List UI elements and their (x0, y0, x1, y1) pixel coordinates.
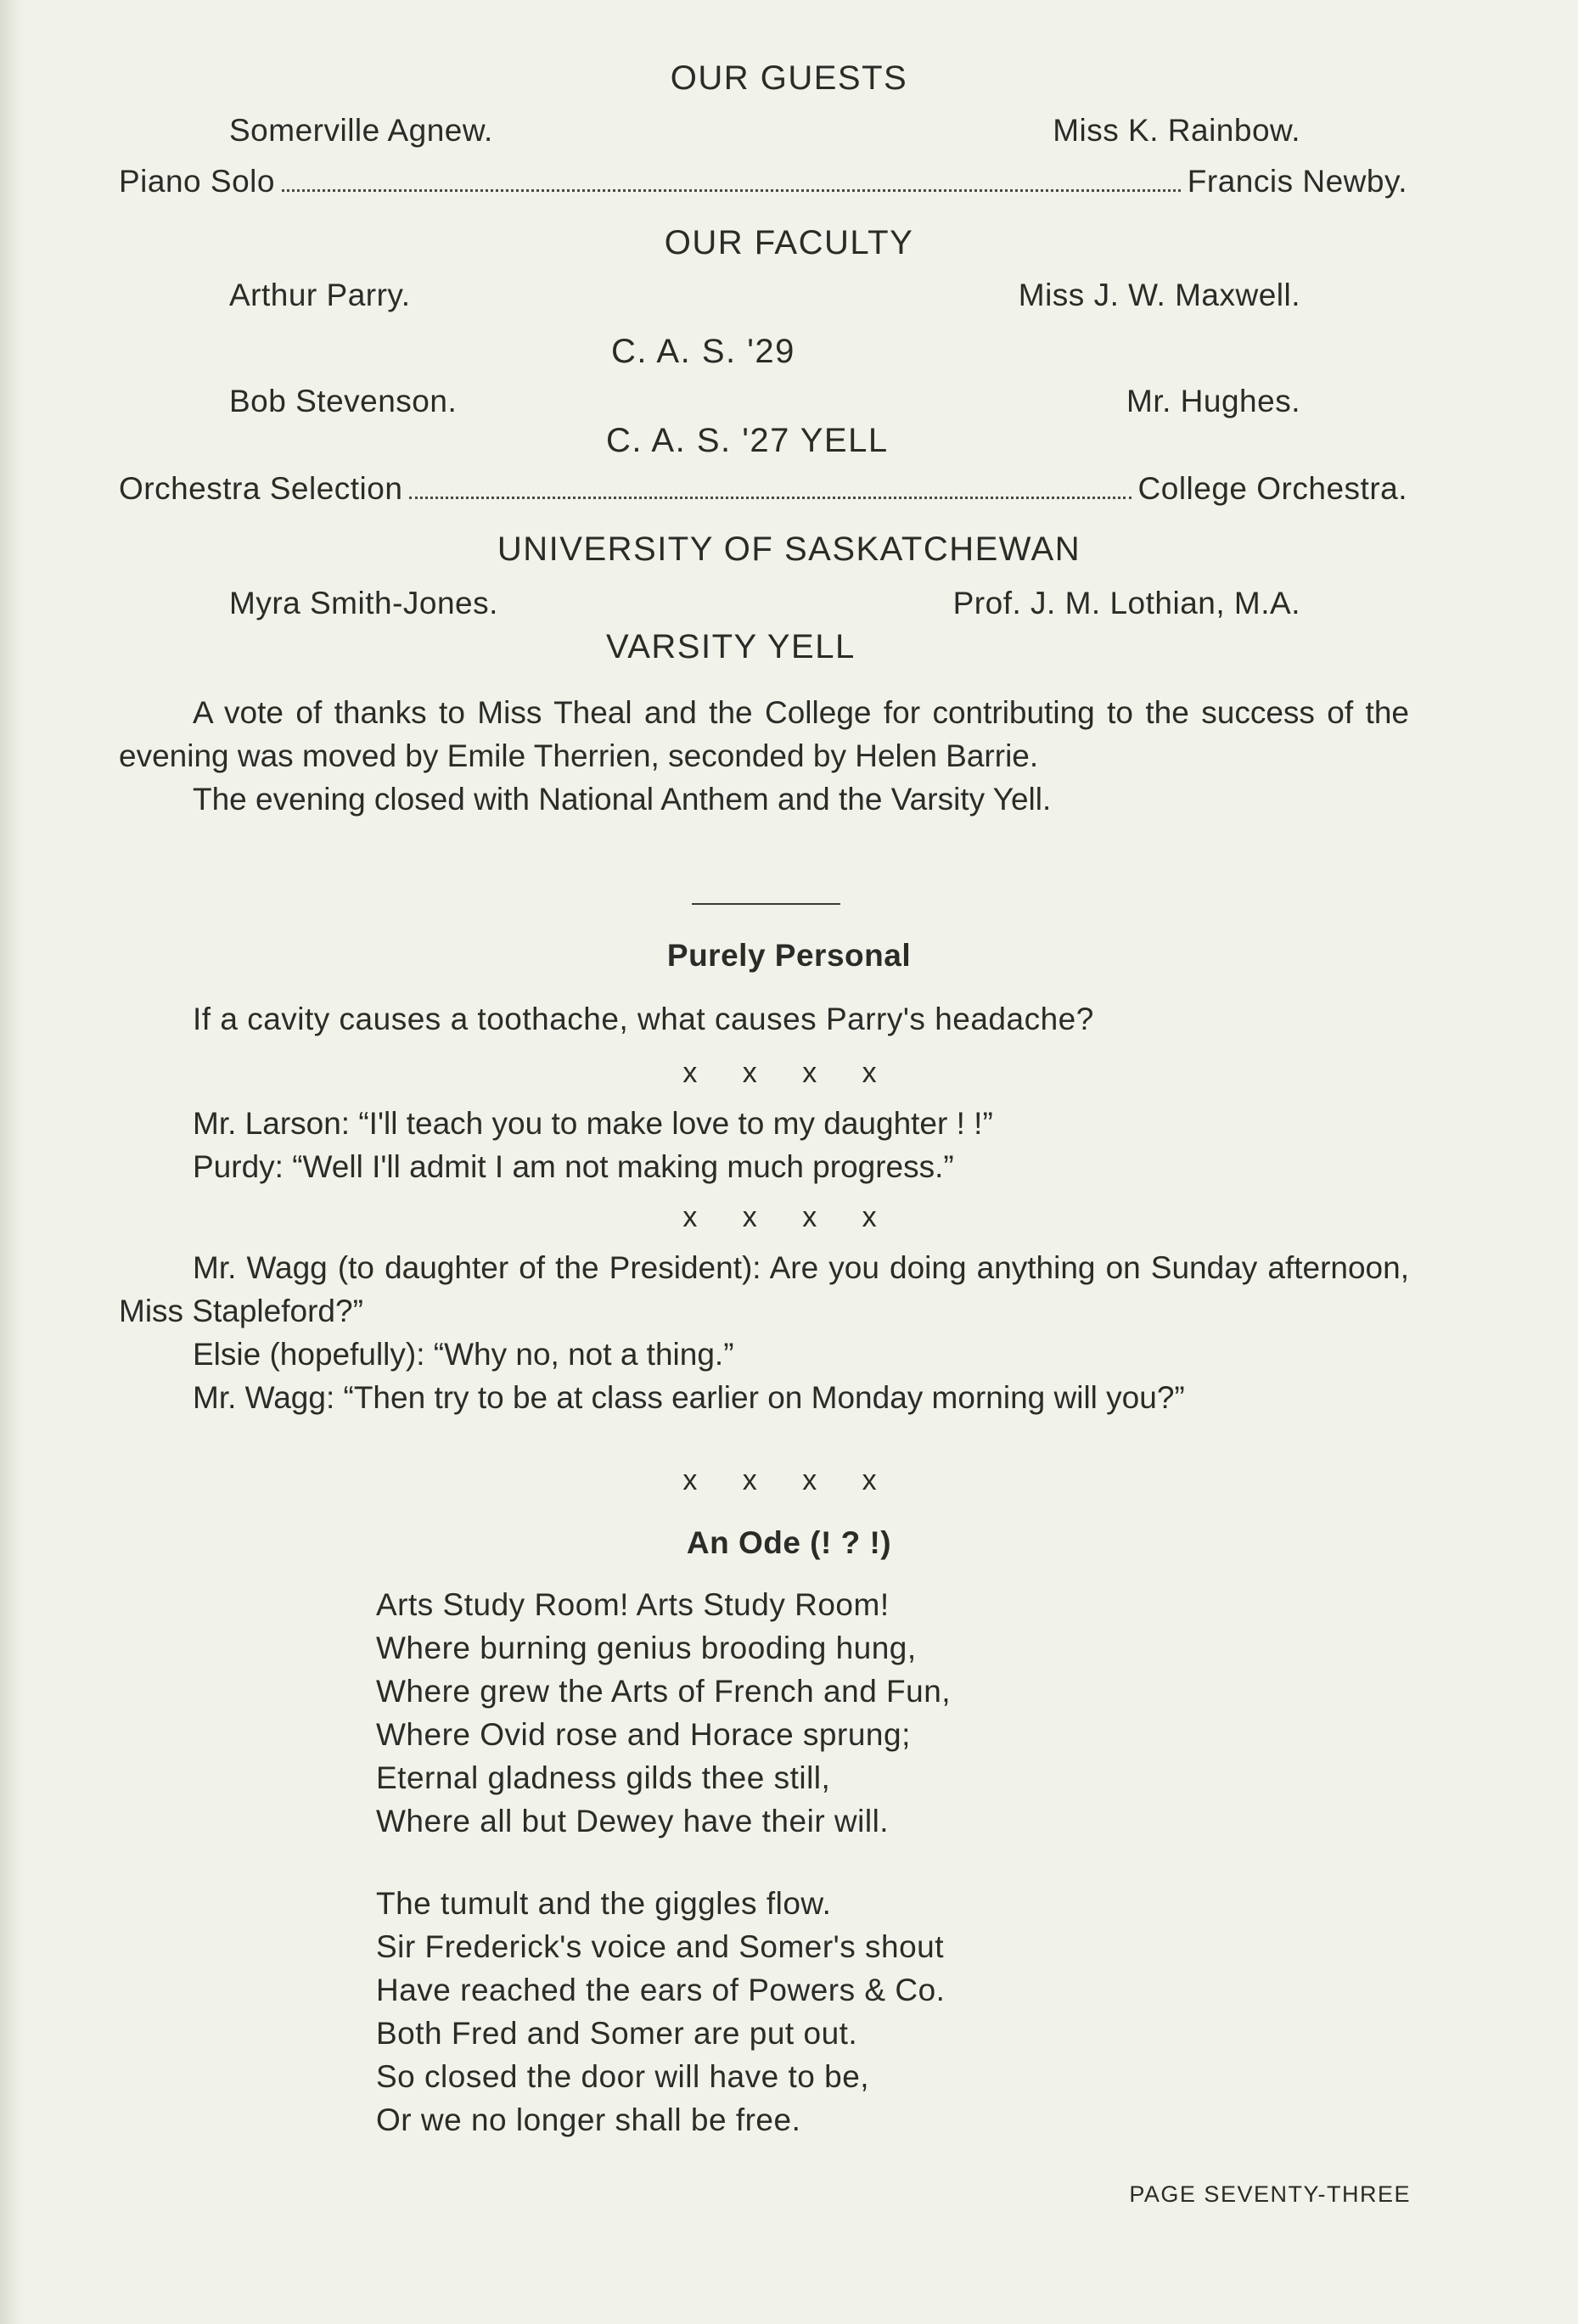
joke-wagg-line3: Mr. Wagg: “Then try to be at class earlier on Monday morning will you?” (193, 1380, 1185, 1415)
orchestra-row (119, 471, 1407, 507)
page-edge (0, 0, 24, 2324)
joke-larson-line2: Purdy: “Well I'll admit I am not making much progress.” (193, 1149, 954, 1184)
cas29-left: Bob Stevenson. (229, 384, 458, 418)
separator-1: x x x x (682, 1057, 896, 1089)
joke-wagg-line2: Elsie (hopefully): “Why no, not a thing.” (193, 1337, 734, 1372)
section-rule (692, 903, 840, 905)
faculty-right: Miss J. W. Maxwell. (1018, 278, 1300, 312)
joke-wagg-line1: Mr. Wagg (to daughter of the President): Are you doing anything on Sunday afternoon, Miss Stapleford?” (119, 1250, 1409, 1328)
faculty-left: Arthur Parry. (229, 278, 411, 312)
ode-stanza-1 (376, 1583, 951, 1843)
cas29-heading: C. A. S. '29 (611, 333, 795, 370)
guests-heading: OUR GUESTS (670, 59, 908, 97)
orchestra-label: Orchestra Selection (119, 471, 403, 506)
faculty-heading: OUR FACULTY (664, 224, 914, 261)
guest-left: Somerville Agnew. (229, 113, 493, 148)
university-left: Myra Smith-Jones. (229, 586, 498, 620)
orchestra-performer: College Orchestra. (1137, 471, 1407, 506)
ode-title: An Ode (! ? !) (686, 1525, 892, 1560)
joke-wagg (119, 1246, 1409, 1419)
ode-line: Sir Frederick's voice and Somer's shout (376, 1929, 945, 1964)
cas29-right: Mr. Hughes. (1126, 384, 1300, 418)
guest-right: Miss K. Rainbow. (1053, 113, 1300, 148)
piano-solo-row (119, 164, 1407, 199)
ode-line: Both Fred and Somer are put out. (376, 2016, 858, 2051)
separator-2: x x x x (682, 1201, 896, 1233)
ode-line: Or we no longer shall be free. (376, 2102, 801, 2137)
university-right: Prof. J. M. Lothian, M.A. (952, 586, 1300, 620)
page-number: PAGE SEVENTY-THREE (1129, 2181, 1411, 2207)
piano-solo-performer: Francis Newby. (1187, 164, 1407, 199)
ode-line: Where all but Dewey have their will. (376, 1804, 890, 1838)
personal-heading: Purely Personal (666, 938, 912, 973)
dot-leader (282, 189, 1181, 192)
ode-line: Where grew the Arts of French and Fun, (376, 1674, 952, 1709)
separator-3: x x x x (682, 1464, 896, 1496)
joke-larson (119, 1102, 1409, 1188)
university-heading: UNIVERSITY OF SASKATCHEWAN (497, 530, 1081, 568)
ode-line: Eternal gladness gilds thee still, (376, 1760, 831, 1795)
ode-line: Where burning genius brooding hung, (376, 1631, 917, 1665)
ode-line: Have reached the ears of Powers & Co. (376, 1973, 946, 2007)
ode-line: Where Ovid rose and Horace sprung; (376, 1717, 911, 1752)
ode-line: So closed the door will have to be, (376, 2059, 870, 2094)
piano-solo-label: Piano Solo (119, 164, 275, 199)
ode-line: The tumult and the giggles flow. (376, 1886, 832, 1921)
ode-stanza-2 (376, 1882, 945, 2142)
closing-section (119, 691, 1409, 821)
joke-larson-line1: Mr. Larson: “I'll teach you to make love to my daughter ! !” (193, 1106, 993, 1141)
varsity-yell: VARSITY YELL (606, 628, 856, 665)
evening-closed: The evening closed with National Anthem and the Varsity Yell. (193, 782, 1052, 817)
cas27-yell: C. A. S. '27 YELL (606, 422, 889, 459)
joke-cavity: If a cavity causes a toothache, what causes Parry's headache? (193, 1002, 1094, 1036)
vote-of-thanks: A vote of thanks to Miss Theal and the College for contributing to the success of the evening was moved by Emile Therrien, seconded by Helen Barrie. (119, 695, 1409, 773)
dot-leader (409, 497, 1131, 499)
ode-line: Arts Study Room! Arts Study Room! (376, 1587, 890, 1622)
